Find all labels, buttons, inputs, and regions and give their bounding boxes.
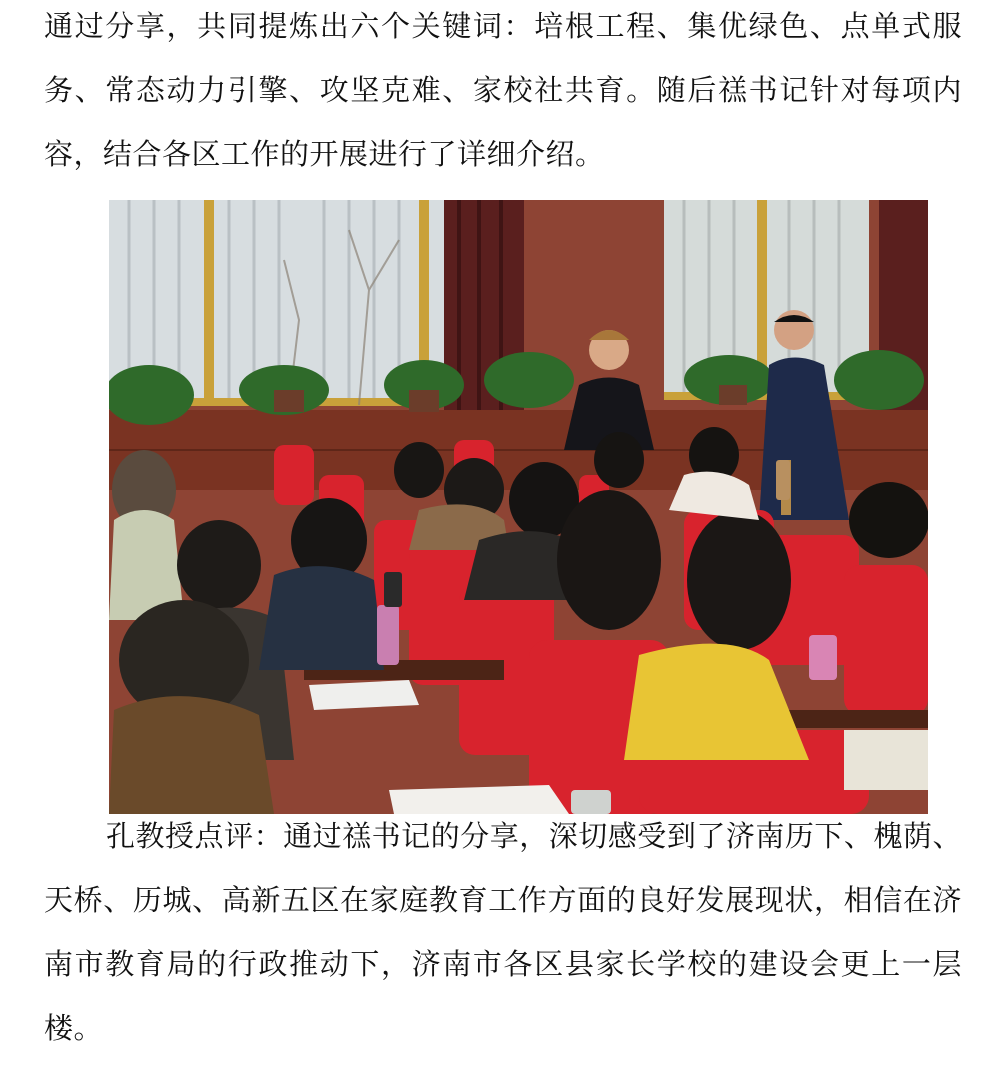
paragraph-top: 通过分享，共同提炼出六个关键词：培根工程、集优绿色、点单式服务、常态动力引擎、攻坚克难、家校社共育。随后禚书记针对每项内容，结合各区工作的开展进行了详细介绍。 xyxy=(44,9,962,171)
paragraph-bottom: 孔教授点评：通过禚书记的分享，深切感受到了济南历下、槐荫、天桥、历城、高新五区在家庭教育工作方面的良好发展现状，相信在济南市教育局的行政推动下，济南市各区县家长学校的建设会更上一层楼。 xyxy=(44,819,962,1045)
meeting-photo-icon xyxy=(109,200,928,814)
meeting-photo xyxy=(109,200,928,814)
